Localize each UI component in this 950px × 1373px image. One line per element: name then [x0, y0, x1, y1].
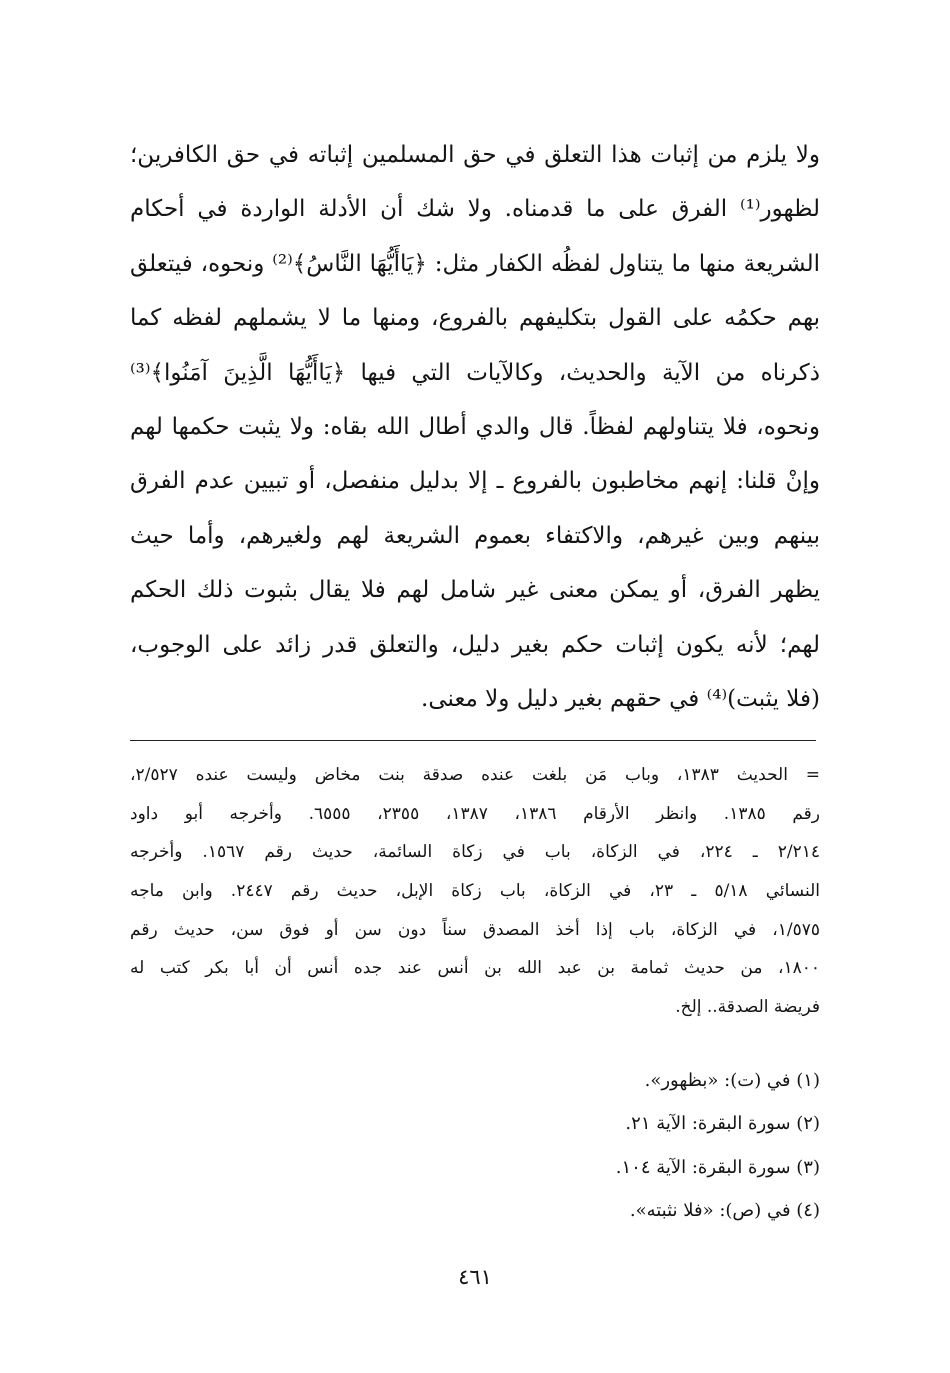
body-line: الشريعة منها ما يتناول لفظُه الكفار مثل: ﴿يَاأَيُّهَا النَّاسُ﴾⁽²⁾ ونحوه، فيتعلق	[130, 250, 820, 277]
body-line: ولا يلزم من إثبات هذا التعلق في حق المسلمين إثباته في حق الكافرين؛	[130, 142, 820, 168]
page-number: ٤٦١	[458, 1265, 492, 1289]
footnote-1: (١) في (ت): «بظهور».	[644, 1070, 820, 1091]
footnote-line: = الحديث ١٣٨٣، وباب مَن بلغت عنده صدقة بنت مخاض وليست عنده ٢/٥٢٧،	[130, 765, 820, 785]
footnote-line: ١٨٠٠، من حديث ثمامة بن عبد الله بن أنس عند جده أنس أن أبا بكر كتب له	[130, 958, 820, 979]
body-line: بهم حكمُه على القول بتكليفهم بالفروع، ومنها ما لا يشملهم لفظه كما	[130, 305, 820, 332]
body-line: لظهور⁽¹⁾ الفرق على ما قدمناه. ولا شك أن الأدلة الواردة في أحكام	[130, 196, 820, 223]
footnote-line: رقم ١٣٨٥. وانظر الأرقام ١٣٨٦، ١٣٨٧، ٢٣٥٥، ٦٥٥٥. وأخرجه أبو داود	[130, 803, 820, 824]
body-line: ونحوه، فلا يتناولهم لفظاً. قال والدي أطال الله بقاه: ولا يثبت حكمها لهم	[130, 413, 820, 440]
footnote-line: ٢/٢١٤ ـ ٢٢٤، في الزكاة، باب في زكاة السائمة، حديث رقم ١٥٦٧. وأخرجه	[130, 842, 820, 863]
footnote-line: فريضة الصدقة.. إلخ.	[675, 997, 820, 1018]
body-line: لهم؛ لأنه يكون إثبات حكم بغير دليل، والتعلق قدر زائد على الوجوب،	[130, 631, 820, 658]
footnote-2: (٢) سورة البقرة: الآية ٢١.	[625, 1113, 820, 1135]
main-text-block	[130, 128, 820, 726]
footnote-4: (٤) في (ص): «فلا نثبته».	[629, 1199, 820, 1221]
footnotes-list	[130, 1059, 820, 1232]
footnote-line: النسائي ٥/١٨ ـ ٢٣، في الزكاة، باب زكاة الإبل، حديث رقم ٢٤٤٧. وابن ماجه	[130, 881, 820, 902]
body-line: وإنْ قلنا: إنهم مخاطبون بالفروع ـ إلا بدليل منفصل، أو تبيين عدم الفرق	[130, 468, 820, 495]
footnote-continuation	[130, 756, 820, 1027]
body-line: ذكرناه من الآية والحديث، وكالآيات التي فيها ﴿يَاأَيُّهَا الَّذِينَ آمَنُوا﴾⁽³⁾	[130, 359, 820, 386]
footnote-divider	[130, 740, 816, 741]
footnote-line: ١/٥٧٥، في الزكاة، باب إذا أخذ المصدق سناً دون سن أو فوق سن، حديث رقم	[130, 919, 820, 940]
body-line: يظهر الفرق، أو يمكن معنى غير شامل لهم فلا يقال بثبوت ذلك الحكم	[130, 577, 820, 604]
body-line: بينهم وبين غيرهم، والاكتفاء بعموم الشريعة لهم ولغيرهم، وأما حيث	[130, 522, 820, 549]
footnote-3: (٣) سورة البقرة: الآية ١٠٤.	[615, 1156, 820, 1178]
body-line: (فلا يثبت)⁽⁴⁾ في حقهم بغير دليل ولا معنى.	[421, 685, 820, 712]
